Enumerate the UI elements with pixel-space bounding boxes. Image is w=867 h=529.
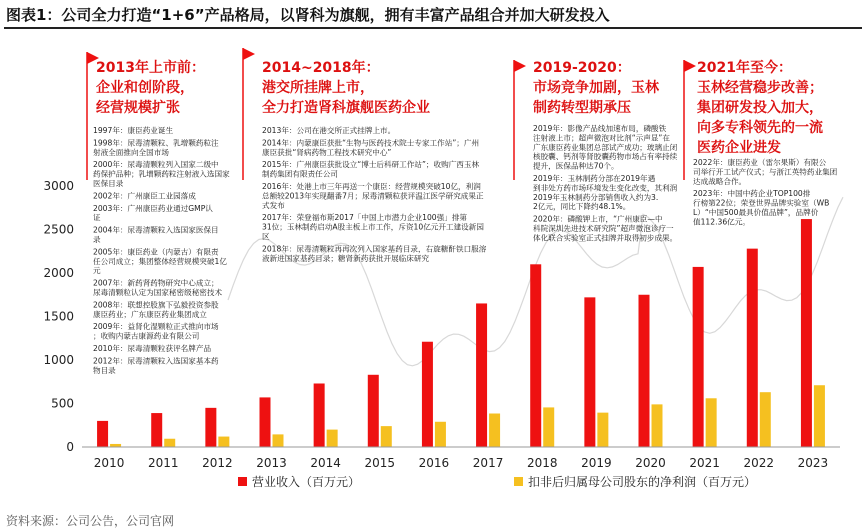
- phase-event-text: 2023年：中国中药企业TOP100排: [693, 189, 811, 199]
- revenue-bar: [151, 413, 162, 447]
- phase-event-text: 注射液上市；超声微泡对比剂“示声显”在: [533, 133, 670, 143]
- legend-label-net-profit: 扣非后归属母公司股东的净利润（百万元）: [528, 475, 757, 489]
- legend-swatch-revenue: [238, 477, 247, 486]
- revenue-bar: [639, 295, 650, 447]
- phase-flag-icon: [514, 60, 526, 72]
- source-footer: 资料来源：公司公告，公司官网: [6, 514, 175, 528]
- revenue-bar: [530, 264, 541, 447]
- x-tick-label: 2020: [635, 456, 666, 470]
- revenue-bar: [422, 342, 433, 447]
- phase-event-text: 广东康臣药业集团总部试产成功；玻璃止闭: [533, 142, 678, 152]
- phase-event-text: 射液全面推向全国市场: [93, 147, 169, 157]
- phase-event-text: 2018年：尿毒清颗粒再再次列入国家基药目录，右旋糖酐铁口服溶: [262, 244, 487, 254]
- phase-event-text: 总额较2013年实现翻番7月；尿毒清颗粒获评温江医学研究成果正: [262, 191, 484, 201]
- phase-heading-line: 企业和创阶段，: [96, 80, 194, 96]
- x-tick-label: 2017: [472, 456, 504, 470]
- phase-heading-line: 2019-2020：: [533, 60, 631, 76]
- phase-heading-line: 集团研发投入加大，: [697, 100, 823, 116]
- phase-event-text: 2013年：公司在港交所正式挂牌上市。: [262, 126, 396, 135]
- x-tick-label: 2015: [364, 456, 396, 470]
- y-tick-label: 1500: [43, 309, 74, 324]
- phase-event-text: 尿毒清颗粒认定为国家秘密级秘密技术: [93, 288, 223, 297]
- phase-event-text: 2022年：康臣药业（雷尔果斯）有限公: [693, 158, 827, 167]
- phase-heading-line: 2014~2018年：: [262, 60, 380, 76]
- revenue-bar: [476, 303, 487, 447]
- phase-event-text: 2005年：康臣药业（内蒙古）有限责: [93, 247, 219, 257]
- phase-event-text: 2008年：联想控股旗下弘毅投资参股: [93, 300, 219, 310]
- phase-heading-line: 全力打造肾科旗舰医药企业: [262, 100, 430, 116]
- phase-event-text: 2007年：新药肾药物研究中心成立；: [93, 278, 219, 288]
- x-tick-label: 2022: [743, 456, 775, 470]
- phase-event-text: 2016年：处港上市三年再送一个康臣：经营规模突破10亿，利润: [262, 182, 481, 191]
- x-tick-label: 2014: [310, 456, 341, 470]
- x-tick-label: 2021: [689, 456, 720, 470]
- net-profit-bar: [597, 413, 608, 447]
- phase-event-text: 录: [93, 235, 101, 244]
- net-profit-bar: [327, 430, 338, 447]
- x-tick-label: 2016: [418, 456, 450, 470]
- phase-event-text: 2012年：尿毒清颗粒入选国家基本药: [93, 356, 219, 366]
- phase-event-text: 药保护品种；乳增颗药粒注射液入选国家: [93, 169, 230, 179]
- phase-event-text: 式发布: [262, 200, 285, 210]
- phase-event-text: 2017年：荣登福布斯2017「中国上市潜力企业100强」排第: [262, 213, 468, 223]
- phase-event-text: 制药集团有限责任公司: [262, 169, 338, 179]
- phase-event-text: 2010年：尿毒清颗粒获评名牌产品: [93, 344, 212, 353]
- phase-heading-line: 向多专科领先的一流: [697, 120, 823, 136]
- net-profit-bar: [706, 398, 717, 447]
- phase-event-text: 医保目录: [93, 179, 124, 188]
- phase-event-text: 核胶囊、钙剂等肾胶囊药物市场占有率持续: [533, 152, 678, 162]
- y-tick-label: 0: [66, 440, 74, 454]
- legend-label-revenue: 营业收入（百万元）: [252, 475, 361, 489]
- phase-event-text: 元: [93, 266, 101, 276]
- phase-event-text: 1997年：康臣药业诞生: [93, 126, 174, 135]
- net-profit-bar: [273, 434, 284, 447]
- phase-event-text: L）“中国500最具价值品牌”，品牌价: [693, 208, 819, 217]
- y-tick-label: 2500: [43, 222, 74, 237]
- phase-event-text: 31位；玉林制药启动A股主板上市工作，斥资10亿元开工建设新园: [262, 222, 484, 232]
- net-profit-bar: [760, 392, 771, 447]
- revenue-bar: [205, 408, 216, 447]
- revenue-bar: [747, 249, 758, 447]
- net-profit-bar: [543, 407, 554, 447]
- revenue-bar: [368, 375, 379, 447]
- x-tick-label: 2011: [147, 456, 179, 470]
- phase-flag-icon: [684, 60, 696, 72]
- phase-event-text: 2000年：尿毒清颗粒列入国家二级中: [93, 160, 219, 170]
- revenue-bar: [260, 397, 271, 447]
- phase-event-text: 康臣药业；广东康臣药业集团成立: [93, 309, 207, 319]
- y-tick-label: 1000: [43, 353, 74, 367]
- revenue-bar: [97, 421, 108, 447]
- net-profit-bar: [652, 404, 663, 447]
- revenue-bar: [314, 383, 325, 447]
- net-profit-bar: [218, 437, 229, 447]
- phase-event-text: 1998年：尿毒清颗粒、乳增颗药粒注: [93, 138, 219, 148]
- phase-event-text: 2014年：内蒙康臣获批“生物与医药技术院士专家工作站”；广州: [262, 138, 480, 148]
- phase-event-text: 区: [262, 232, 270, 241]
- phase-event-text: 任公司成立；集团整体经营规模突破1亿: [93, 256, 227, 266]
- phase-heading-line: 市场竞争加剧，玉林: [533, 80, 659, 96]
- x-tick-label: 2012: [202, 456, 233, 470]
- phase-heading-line: 2013年上市前：: [96, 60, 205, 76]
- y-tick-label: 500: [51, 396, 74, 411]
- phase-event-text: 到非处方药市场环境发生变化改变，其利润: [533, 183, 678, 193]
- phase-heading-line: 经营规模扩张: [96, 100, 180, 116]
- phase-event-text: 体化联合实验室正式挂牌并取得初步成果。: [533, 233, 678, 243]
- phase-event-text: 2019年：影像产品线加速布局，磷酸铁: [533, 124, 667, 133]
- page-title: 图表1：公司全力打造“1+6”产品格局，以肾科为旗舰，拥有丰富产品组合并加大研发投入: [6, 6, 610, 24]
- phase-event-text: 值112.36亿元。: [693, 217, 750, 227]
- phase-event-text: 液新进国家基药目录；糖肾新药获批开展临床研究: [262, 253, 430, 263]
- revenue-bar: [584, 297, 595, 447]
- x-tick-label: 2023: [797, 456, 829, 470]
- phase-event-text: 行榜第22位；荣登世界品牌实验室（WB: [693, 198, 830, 208]
- y-tick-label: 3000: [43, 179, 74, 193]
- phase-event-text: 提升，医保品种达70个。: [533, 161, 619, 171]
- phase-heading-line: 玉林经营稳步改善；: [697, 80, 823, 96]
- phase-event-text: 2009年：益肾化湿颗粒正式推向市场: [93, 322, 219, 332]
- net-profit-bar: [164, 439, 175, 447]
- phase-flag-icon: [243, 48, 255, 60]
- phase-heading-line: 医药企业进发: [697, 140, 781, 156]
- phase-event-text: 2亿元，同比下降约48.1%。: [533, 202, 631, 212]
- y-tick-label: 2000: [43, 266, 74, 280]
- phase-event-text: 2019年玉林制药分部销售收入约为3.: [533, 192, 659, 202]
- phase-event-text: 物目录: [93, 365, 116, 375]
- x-tick-label: 2019: [581, 456, 612, 470]
- x-tick-label: 2018: [526, 456, 558, 470]
- net-profit-bar: [814, 385, 825, 447]
- phase-event-text: 司举行开工试产仪式；与浙江英特药业集团: [693, 167, 838, 177]
- phase-event-text: 2020年：磷酸钾上市，“广州康臣—中: [533, 214, 663, 224]
- phase-event-text: 2002年：广州康臣工业园落成: [93, 191, 196, 201]
- phase-heading-line: 2021年至今：: [697, 60, 792, 76]
- phase-event-text: 2004年：尿毒清颗粒入选国家医保目: [93, 225, 219, 235]
- phase-event-text: 2019年：玉林制药分部在2019年遇: [533, 174, 656, 183]
- x-tick-label: 2013: [256, 456, 287, 470]
- phase-event-text: 科院深圳先进技术研究院”超声微泡诊疗一: [533, 224, 674, 233]
- phase-heading-line: 港交所挂牌上市，: [262, 80, 374, 96]
- phase-event-text: ；收购内蒙古康源药业有限公司: [93, 331, 200, 341]
- revenue-bar: [801, 219, 812, 447]
- phase-event-text: 达成战略合作。: [693, 176, 747, 186]
- phase-event-text: 2015年：广州康臣获批设立“博士后科研工作站”；收购广西玉林: [262, 160, 480, 170]
- net-profit-bar: [381, 426, 392, 447]
- x-tick-label: 2010: [93, 456, 125, 470]
- revenue-bar: [693, 267, 704, 447]
- legend-swatch-net-profit: [514, 477, 523, 486]
- phase-heading-line: 制药转型期承压: [533, 100, 631, 116]
- phase-event-text: 康臣获批“肾病药物工程技术研究中心”: [262, 147, 392, 157]
- phase-event-text: 证: [93, 213, 101, 223]
- phase-event-text: 2003年：广州康臣药业通过GMP认: [93, 203, 213, 213]
- net-profit-bar: [435, 422, 446, 447]
- net-profit-bar: [489, 414, 500, 447]
